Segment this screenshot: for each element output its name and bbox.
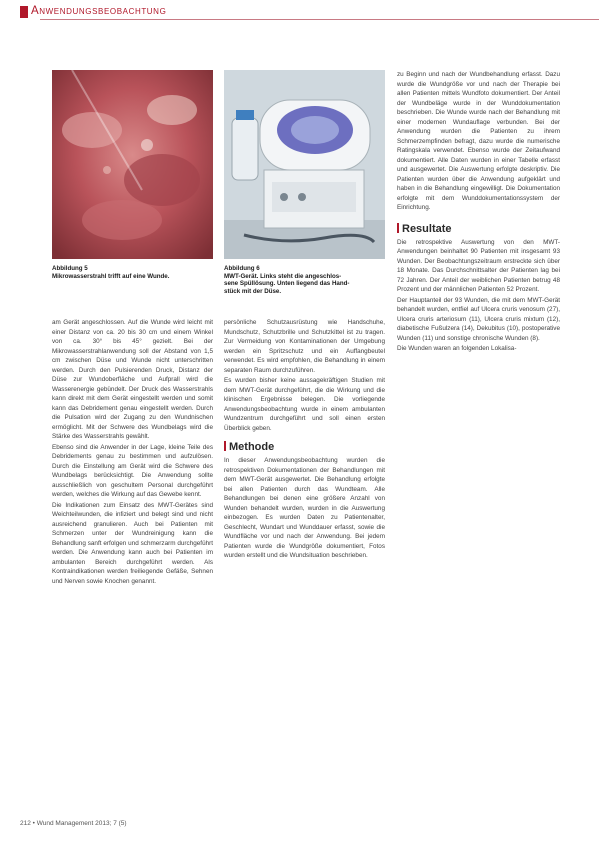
- page-footer: 212 • Wund Management 2013; 7 (5): [20, 820, 127, 827]
- column-1: [52, 318, 213, 587]
- section-heading-methode: [224, 441, 385, 453]
- body-paragraph: Ebenso sind die Anwender in der Lage, kleine Teile des Debridements genau zu bestimmen und aufzulösen. Durch die Einstellung am Gerät wird die Schwere des Wundbelags berücksichtigt. Die Anwendung sollte ausschließlich von geschultem Personal durchgeführt werden, welches die Wirkung auf das Gewebe kennt.: [52, 443, 213, 498]
- body-paragraph: am Gerät angeschlossen. Auf die Wunde wird leicht mit einer Distanz von ca. 20 bis 30 cm und einem Winkel von ca. 30° bis 45° gezielt. Bei der Mikrowasserstrahlanwendung soll der Abstand von 1,5 cm zwischen Düse und Wunde nicht unterschritten werden. Durch den Pulsierenden Druck, Distanz der Düse zur Wundoberfläche und Aufprall wird die Wasserenergie gebündelt. Der Druck des Wasserstrahls kann direkt mit dem Gerät eingestellt werden und somit kann das Debridement genau eingestellt werden. Durch die Pulsation wird der Zugang zu den Wundnischen ermöglicht. Mit der Schwere des Wundbelags wird die Stärke des Wasserstrahls gewählt.: [52, 319, 213, 440]
- figure-5-caption: [52, 265, 212, 280]
- figure-6-caption: [224, 265, 384, 295]
- caption-label: Abbildung 6: [224, 265, 260, 272]
- body-paragraph: zu Beginn und nach der Wundbehandlung erfasst. Dazu wurde die Wundgröße vor und nach der Therapie bei allen Patienten mittels Wundfoto dokumentiert. Der Anteil der Wundbeläge wurde in der Wunddokumentation beschrieben. Die Wunde wurde nach der Behandlung mit einer modernen Wundauflage verbunden. Bei der Anwendung wurden die Patienten zu ihrem Schmerzempfinden befragt, dazu wurde die numerische Ratingskala verwendet. Ebenso wurde der Zeitaufwand dokumentiert. Alle Daten wurden in einer Tabelle erfasst und ausgewertet. Die Auswertung erfolgte deskriptiv. Die Patienten wurden über die Anwendung aufgeklärt und haben in die Behandlung eingewilligt. Die Dokumentation erfolgte mit dem Wunddokumentationssystem der Einrichtung.: [397, 71, 560, 211]
- body-paragraph: In dieser Anwendungsbeobachtung wurden die retrospektiven Dokumentationen der Behandlungen mit dem MWT-Gerät ausgewertet. Die Behandlung erfolgte bei allen Patienten durch das Wundteam. Alle Behandlungen bei denen eine größere Anzahl von Wunden behandelt wurden, wurden in die Auswertung einbezogen. Es wurden Daten zu Patientenalter, Geschlecht, Wundart und Wunddauer erfasst, sowie die Wundfläche vor und nach der Anwendung. Bei jedem Patienten wurde die Wundgröße dokumentiert, Fotos wurden erstellt und die Wundsituation beschrieben.: [224, 457, 385, 559]
- page-header-title: Anwendungsbeobachtung: [31, 5, 167, 17]
- caption-text: stück mit der Düse.: [224, 287, 282, 295]
- heading-text: Methode: [229, 441, 275, 453]
- header-rule: [40, 19, 599, 20]
- caption-text: sene Spüllösung. Unten liegend das Hand-: [224, 280, 350, 288]
- caption-label: Abbildung 5: [52, 265, 88, 272]
- body-paragraph: persönliche Schutzausrüstung wie Handschuhe, Mundschutz, Schutzbrille und Schutzkittel ist zu tragen. Zur Vermeidung von Kontaminationen der Umgebung werden ein Spritzschutz und ein Auffangbeutel verwendet. Es wird empfohlen, die Behandlung in einem separaten Raum durchzuführen.: [224, 319, 385, 374]
- body-paragraph: Der Hauptanteil der 93 Wunden, die mit dem MWT-Gerät behandelt wurden, entfiel auf Ulcera cruris venosum (27), Ulcera cruris arteriosum (11), Ulcera cruris mixtum (12), diabetische Fußulzera (14), Dekubitus (10), postoperative Wunden (11) und sonstige chronische Wunden (8).: [397, 296, 560, 342]
- device-photo: [224, 70, 385, 259]
- heading-accent-bar: [224, 441, 226, 451]
- heading-text: Resultate: [402, 222, 452, 235]
- column-3: [397, 70, 560, 355]
- caption-text: MWT-Gerät. Links steht die angeschlos-: [224, 272, 342, 280]
- caption-text: Mikrowasserstrahl trifft auf eine Wunde.: [52, 272, 170, 280]
- body-paragraph: Die Indikationen zum Einsatz des MWT-Gerätes sind Weichteilwunden, die infiziert und belegt sind und nicht ausreichend granulieren. Auch bei Patienten mit Schmerzen unter der Wundreinigung kann die Behandlung sanft erfolgen und schmerzarm durchgeführt werden. Die Anwendung kann auch bei Patienten im ambulanten Bereich durchgeführt werden. Als Kontraindikationen werden freiliegende Gefäße, Sehnen und Nerven sowie Knochen genannt.: [52, 501, 213, 585]
- body-paragraph: Die Wunden waren an folgenden Lokalisa-: [397, 345, 517, 352]
- section-heading-resultate: [397, 223, 560, 235]
- header-accent-bar: [20, 6, 28, 18]
- heading-accent-bar: [397, 223, 399, 233]
- column-2: [224, 318, 385, 562]
- wound-photo: [52, 70, 213, 259]
- body-paragraph: Die retrospektive Auswertung von den MWT-Anwendungen beinhaltet 90 Patienten mit insgesamt 93 Wunden. Der Beobachtungszeitraum erstreckte sich über 18 Monate. Das Durchschnittsalter der Patienten lag bei 72 Jahren. Der Anteil der weiblichen Patienten betrug 48 Prozent und der männlichen Patienten 52 Prozent.: [397, 238, 560, 293]
- body-paragraph: Es wurden bisher keine aussagekräftigen Studien mit dem MWT-Gerät durchgeführt, die die Wirkung und die klinischen Ergebnisse belegen. Die vorliegende Anwendungsbeobachtung wurde in einem ambulanten Wundzentrum durchgeführt und soll einen ersten Überblick geben.: [224, 377, 385, 432]
